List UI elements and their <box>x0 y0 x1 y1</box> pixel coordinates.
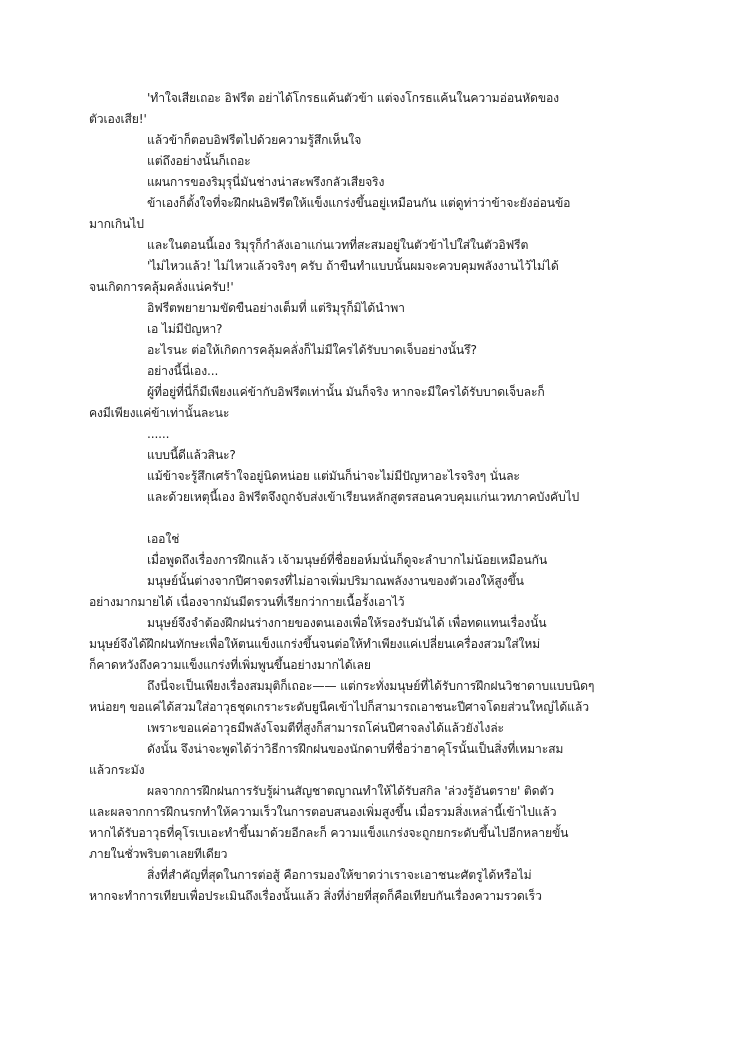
text-line: หากได้รับอาวุธที่คุโรเบเอะทำขึ้นมาด้วยอีกละก็ ความแข็งแกร่งจะถูกยกระดับขึ้นไปอีกหลายขั้น <box>89 826 569 840</box>
text-line: อย่างนี้นี่เอง... <box>147 364 219 378</box>
text-line: ตัวเองเสีย!' <box>89 112 147 126</box>
text-line: เอ ไม่มีปัญหา? <box>147 322 223 336</box>
text-line: ภายในชั่วพริบตาเลยทีเดียว <box>89 847 228 861</box>
text-line: หน่อยๆ ขอแค่ได้สวมใส่อาวุธชุดเกราะระดับยูนีคเข้าไปก็สามารถเอาชนะปีศาจโดยส่วนใหญ่ได้แล้ว <box>89 700 589 714</box>
text-line: ผู้ที่อยู่ที่นี่ก็มีเพียงแค่ข้ากับอิฟรีตเท่านั้น มันก็จริง หากจะมีใครได้รับบาดเจ็บละก็ <box>147 385 545 399</box>
text-line: แบบนี้ดีแล้วสินะ? <box>147 448 236 462</box>
text-line: มนุษย์นั้นต่างจากปีศาจตรงที่ไม่อาจเพิ่มปริมาณพลังงานของตัวเองให้สูงขึ้น <box>147 574 524 588</box>
text-line: แล้วข้าก็ตอบอิฟรีตไปด้วยความรู้สึกเห็นใจ <box>147 133 362 147</box>
text-line: ผลจากการฝึกฝนการรับรู้ผ่านสัญชาตญาณทำให้ได้รับสกิล 'ล่วงรู้อันตราย' ติดตัว <box>147 784 554 798</box>
text-line: 'ทำใจเสียเถอะ อิฟรีต อย่าได้โกรธแค้นตัวข้า แต่จงโกรธแค้นในความอ่อนหัดของ <box>147 91 559 105</box>
text-line: เมื่อพูดถึงเรื่องการฝึกแล้ว เจ้ามนุษย์ที่ชื่อยอห์มนั่นก็ดูจะลำบากไม่น้อยเหมือนกัน <box>147 553 548 567</box>
text-line: และในตอนนี้เอง ริมุรุก็กำลังเอาแก่นเวทที่สะสมอยู่ในตัวข้าไปใส่ในตัวอิฟรีต <box>147 238 529 252</box>
text-line: และผลจากการฝึกนรกทำให้ความเร็วในการตอบสนองเพิ่มสูงขึ้น เมื่อรวมสิ่งเหล่านี้เข้าไปแล้ว <box>89 805 557 819</box>
text-line: อะไรนะ ต่อให้เกิดการคลุ้มคลั่งก็ไม่มีใครได้รับบาดเจ็บอย่างนั้นรึ? <box>147 343 477 357</box>
text-line: แผนการของริมุรุนี่มันช่างน่าสะพรึงกลัวเสียจริง <box>147 175 385 189</box>
text-line: และด้วยเหตุนี้เอง อิฟรีตจึงถูกจับส่งเข้าเรียนหลักสูตรสอนควบคุมแก่นเวทภาคบังคับไป <box>147 490 580 504</box>
text-line: เพราะขอแค่อาวุธมีพลังโจมตีที่สูงก็สามารถโค่นปีศาจลงได้แล้วยังไงล่ะ <box>147 721 504 735</box>
text-line: หากจะทำการเทียบเพื่อประเมินถึงเรื่องนั้นแล้ว สิ่งที่ง่ายที่สุดก็คือเทียบกันเรื่องความรวดเร็ว <box>89 889 542 903</box>
text-line: มนุษย์จึงจำต้องฝึกฝนร่างกายของตนเองเพื่อให้รองรับมันได้ เพื่อทดแทนเรื่องนั้น <box>147 616 547 630</box>
text-line: แม้ข้าจะรู้สึกเศร้าใจอยู่นิดหน่อย แต่มันก็น่าจะไม่มีปัญหาอะไรจริงๆ นั่นละ <box>147 469 520 483</box>
text-line: อย่างมากมายได้ เนื่องจากมันมีตรวนที่เรียกว่ากายเนื้อรั้งเอาไว้ <box>89 595 405 609</box>
text-line: 'ไม่ไหวแล้ว! ไม่ไหวแล้วจริงๆ ครับ ถ้าขืนทำแบบนั้นผมจะควบคุมพลังงานไว้ไม่ได้ <box>147 259 559 273</box>
text-line: คงมีเพียงแค่ข้าเท่านั้นละนะ <box>89 406 230 420</box>
text-line: ถึงนี่จะเป็นเพียงเรื่องสมมุติก็เถอะ—— แต่กระทั่งมนุษย์ที่ได้รับการฝึกฝนวิชาดาบแบบนิดๆ <box>147 679 595 693</box>
text-line: ข้าเองก็ตั้งใจที่จะฝึกฝนอิฟรีตให้แข็งแกร่งขึ้นอยู่เหมือนกัน แต่ดูท่าว่าข้าจะยังอ่อนข้อ <box>147 196 571 210</box>
text-line: มากเกินไป <box>89 217 144 231</box>
text-line: จนเกิดการคลุ้มคลั่งแน่ครับ!' <box>89 280 234 294</box>
text-line: เออใช่ <box>147 532 180 546</box>
text-line: สิ่งที่สำคัญที่สุดในการต่อสู้ คือการมองให้ขาดว่าเราจะเอาชนะศัตรูได้หรือไม่ <box>147 868 532 882</box>
text-line: แต่ถึงอย่างนั้นก็เถอะ <box>147 154 251 168</box>
text-line: ก็คาดหวังถึงความแข็งแกร่งที่เพิ่มพูนขึ้นอย่างมากได้เลย <box>89 658 371 672</box>
text-line: ...... <box>147 427 170 441</box>
text-line: อิฟรีตพยายามขัดขืนอย่างเต็มที่ แต่ริมุรุก็มิได้นำพา <box>147 301 405 315</box>
text-line: ดังนั้น จึงน่าจะพูดได้ว่าวิธีการฝึกฝนของนักดาบที่ชื่อว่าฮาคุโรนั้นเป็นสิ่งที่เหมาะสม <box>147 742 564 756</box>
text-line: มนุษย์จึงได้ฝึกฝนทักษะเพื่อให้ตนแข็งแกร่งขึ้นจนต่อให้ทำเพียงแค่เปลี่ยนเครื่องสวมใส่ใหม่ <box>89 637 541 651</box>
text-line: แล้วกระมัง <box>89 763 145 777</box>
